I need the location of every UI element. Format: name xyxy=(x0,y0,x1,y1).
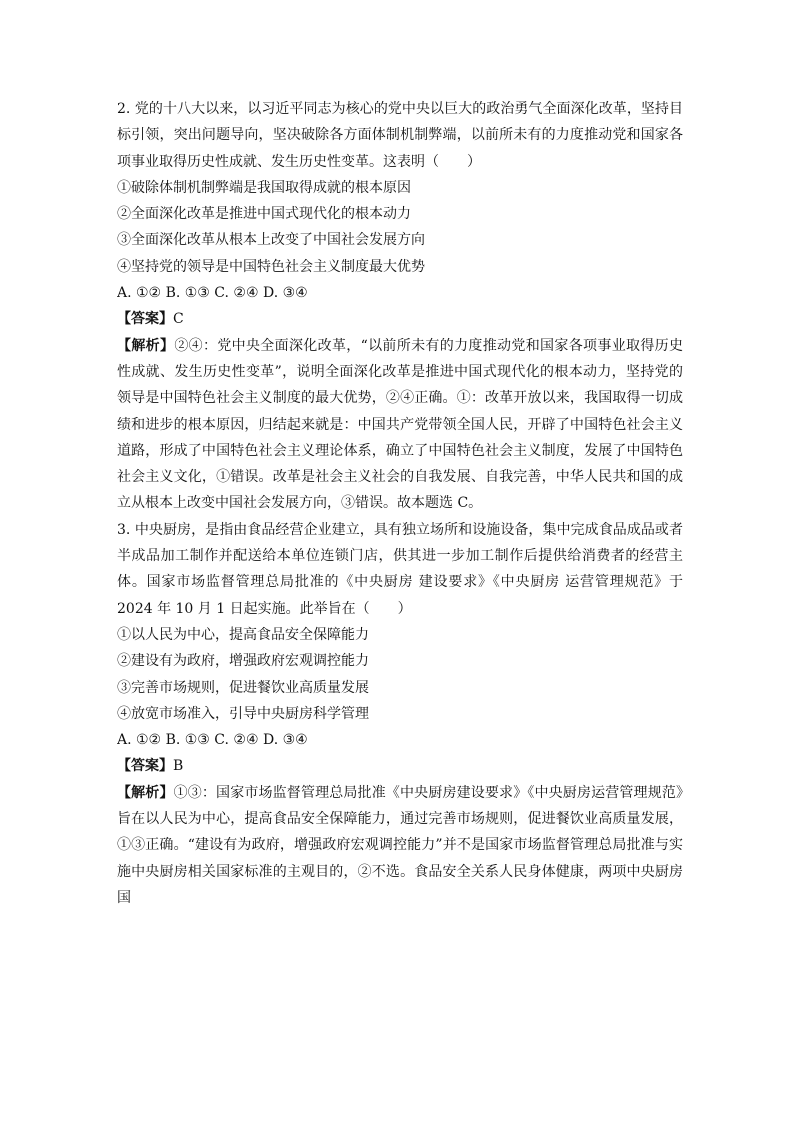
question-2-option-2: ②全面深化改革是推进中国式现代化的根本动力 xyxy=(117,206,411,223)
question-3-option-3: ③完善市场规则，促进餐饮业高质量发展 xyxy=(117,679,369,696)
analysis-text: ②④：党中央全面深化改革，“以前所未有的力度推动党和国家各项事业取得历史性成就、发生历史性变革”，说明全面深化改革是推进中国式现代化的根本动力，坚持党的领导是中国特色社会主义制度的最大优势，②④正确。①：改革开放以来，我国取得一切成绩和进步的根本原因，归结起来就是：中国共产党带领全国人民，开辟了中国特色社会主义道路，形成了中国特色社会主义理论体系，确立了中国特色社会主义制度，发展了中国特色社会主义文化，①错误。改革是社会主义社会的自我发展、自我完善，中华人民共和国的成立从根本上改变中国社会发展方向，③错误。故本题选 C。 xyxy=(117,337,684,512)
question-2-analysis xyxy=(117,333,683,517)
question-3-option-2: ②建设有为政府，增强政府宏观调控能力 xyxy=(117,653,369,670)
question-3-choices: A. ①② B. ①③ C. ②④ D. ③④ xyxy=(117,732,308,749)
question-3-analysis xyxy=(117,780,683,911)
question-2-option-3: ③全面深化改革从根本上改变了中国社会发展方向 xyxy=(117,232,425,249)
answer-value: C xyxy=(173,311,184,328)
question-2-stem: 2. 党的十八大以来，以习近平同志为核心的党中央以巨大的政治勇气全面深化改革，坚持目标引领，突出问题导向，坚决破除各方面体制机制弊端，以前所未有的力度推动党和国家各项事业取得历史性成就、发生历史性变革。这表明（ ） xyxy=(117,101,683,170)
document-page xyxy=(117,96,683,911)
answer-label: 【答案】 xyxy=(117,311,173,328)
analysis-label: 【解析】 xyxy=(117,337,175,354)
question-2-answer xyxy=(117,306,683,332)
question-3-answer xyxy=(117,753,683,779)
answer-value: B xyxy=(173,758,184,775)
answer-label: 【答案】 xyxy=(117,758,173,775)
question-2-choices: A. ①② B. ①③ C. ②④ D. ③④ xyxy=(117,285,308,302)
analysis-text: ①③：国家市场监督管理总局批准《中央厨房建设要求》《中央厨房运营管理规范》旨在以人民为中心，提高食品安全保障能力，通过完善市场规则，促进餐饮业高质量发展，①③正确。“建设有为政府，增强政府宏观调控能力”并不是国家市场监督管理总局批准与实施中央厨房相关国家标准的主观目的，②不选。食品安全关系人民身体健康，两项中央厨房国 xyxy=(117,784,684,906)
analysis-label: 【解析】 xyxy=(117,784,174,801)
question-3-stem: 3. 中央厨房，是指由食品经营企业建立，具有独立场所和设施设备，集中完成食品成品或者半成品加工制作并配送给本单位连锁门店，供其进一步加工制作后提供给消费者的经营主体。国家市场监督管理总局批准的《中央厨房 建设要求》《中央厨房 运营管理规范》于 2024 年 10 月 1 日起实施。此举旨在（ ） xyxy=(117,521,683,617)
question-2-option-4: ④坚持党的领导是中国特色社会主义制度最大优势 xyxy=(117,258,425,275)
question-2-option-1: ①破除体制机制弊端是我国取得成就的根本原因 xyxy=(117,179,411,196)
question-3-option-4: ④放宽市场准入，引导中央厨房科学管理 xyxy=(117,705,369,722)
question-3-option-1: ①以人民为中心，提高食品安全保障能力 xyxy=(117,626,369,643)
